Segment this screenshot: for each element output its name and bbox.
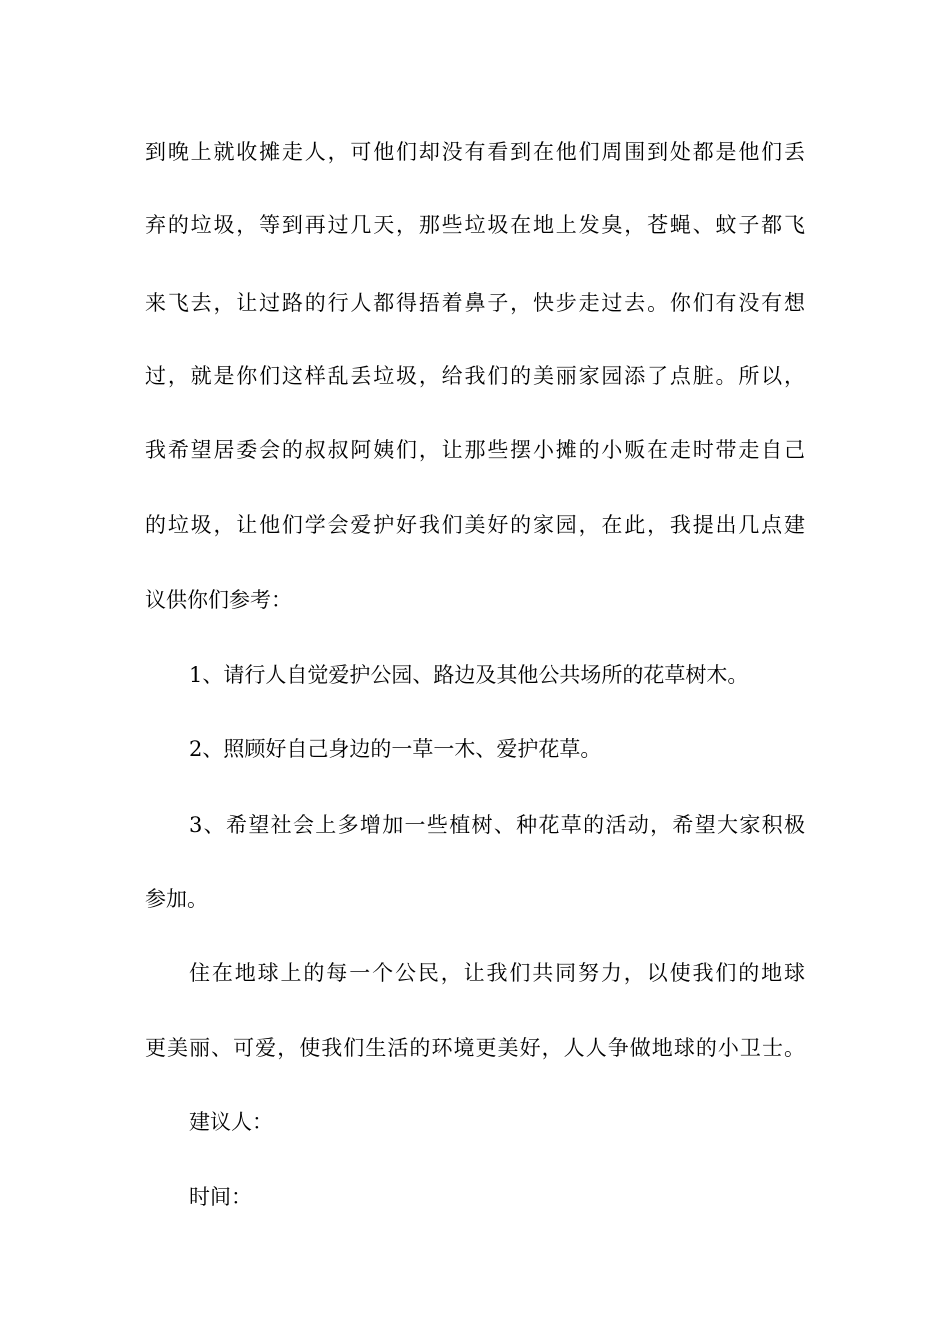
paragraph-line: 弃的垃圾，等到再过几天，那些垃圾在地上发臭，苍蝇、蚊子都飞	[145, 213, 805, 237]
paragraph-line: 参加。	[145, 887, 208, 911]
suggestion-item-1: 1、请行人自觉爱护公园、路边及其他公共场所的花草树木。	[189, 663, 749, 687]
proposer-label: 建议人：	[189, 1110, 273, 1134]
paragraph-line: 到晚上就收摊走人，可他们却没有看到在他们周围到处都是他们丢	[145, 140, 805, 164]
date-label: 时间：	[189, 1185, 252, 1209]
closing-paragraph-line: 住在地球上的每一个公民，让我们共同努力，以使我们的地球	[189, 961, 805, 985]
paragraph-line: 过，就是你们这样乱丢垃圾，给我们的美丽家园添了点脏。所以，	[145, 364, 805, 388]
paragraph-line: 的垃圾，让他们学会爱护好我们美好的家园，在此，我提出几点建	[145, 513, 805, 537]
suggestion-item-3: 3、希望社会上多增加一些植树、种花草的活动，希望大家积极	[189, 813, 805, 837]
paragraph-line: 我希望居委会的叔叔阿姨们，让那些摆小摊的小贩在走时带走自己	[145, 438, 805, 462]
closing-paragraph-line: 更美丽、可爱，使我们生活的环境更美好，人人争做地球的小卫士。	[145, 1036, 805, 1060]
suggestion-item-2: 2、照顾好自己身边的一草一木、爱护花草。	[189, 737, 602, 761]
paragraph-line: 议供你们参考：	[145, 588, 292, 612]
paragraph-line: 来飞去，让过路的行人都得捂着鼻子，快步走过去。你们有没有想	[145, 291, 805, 315]
